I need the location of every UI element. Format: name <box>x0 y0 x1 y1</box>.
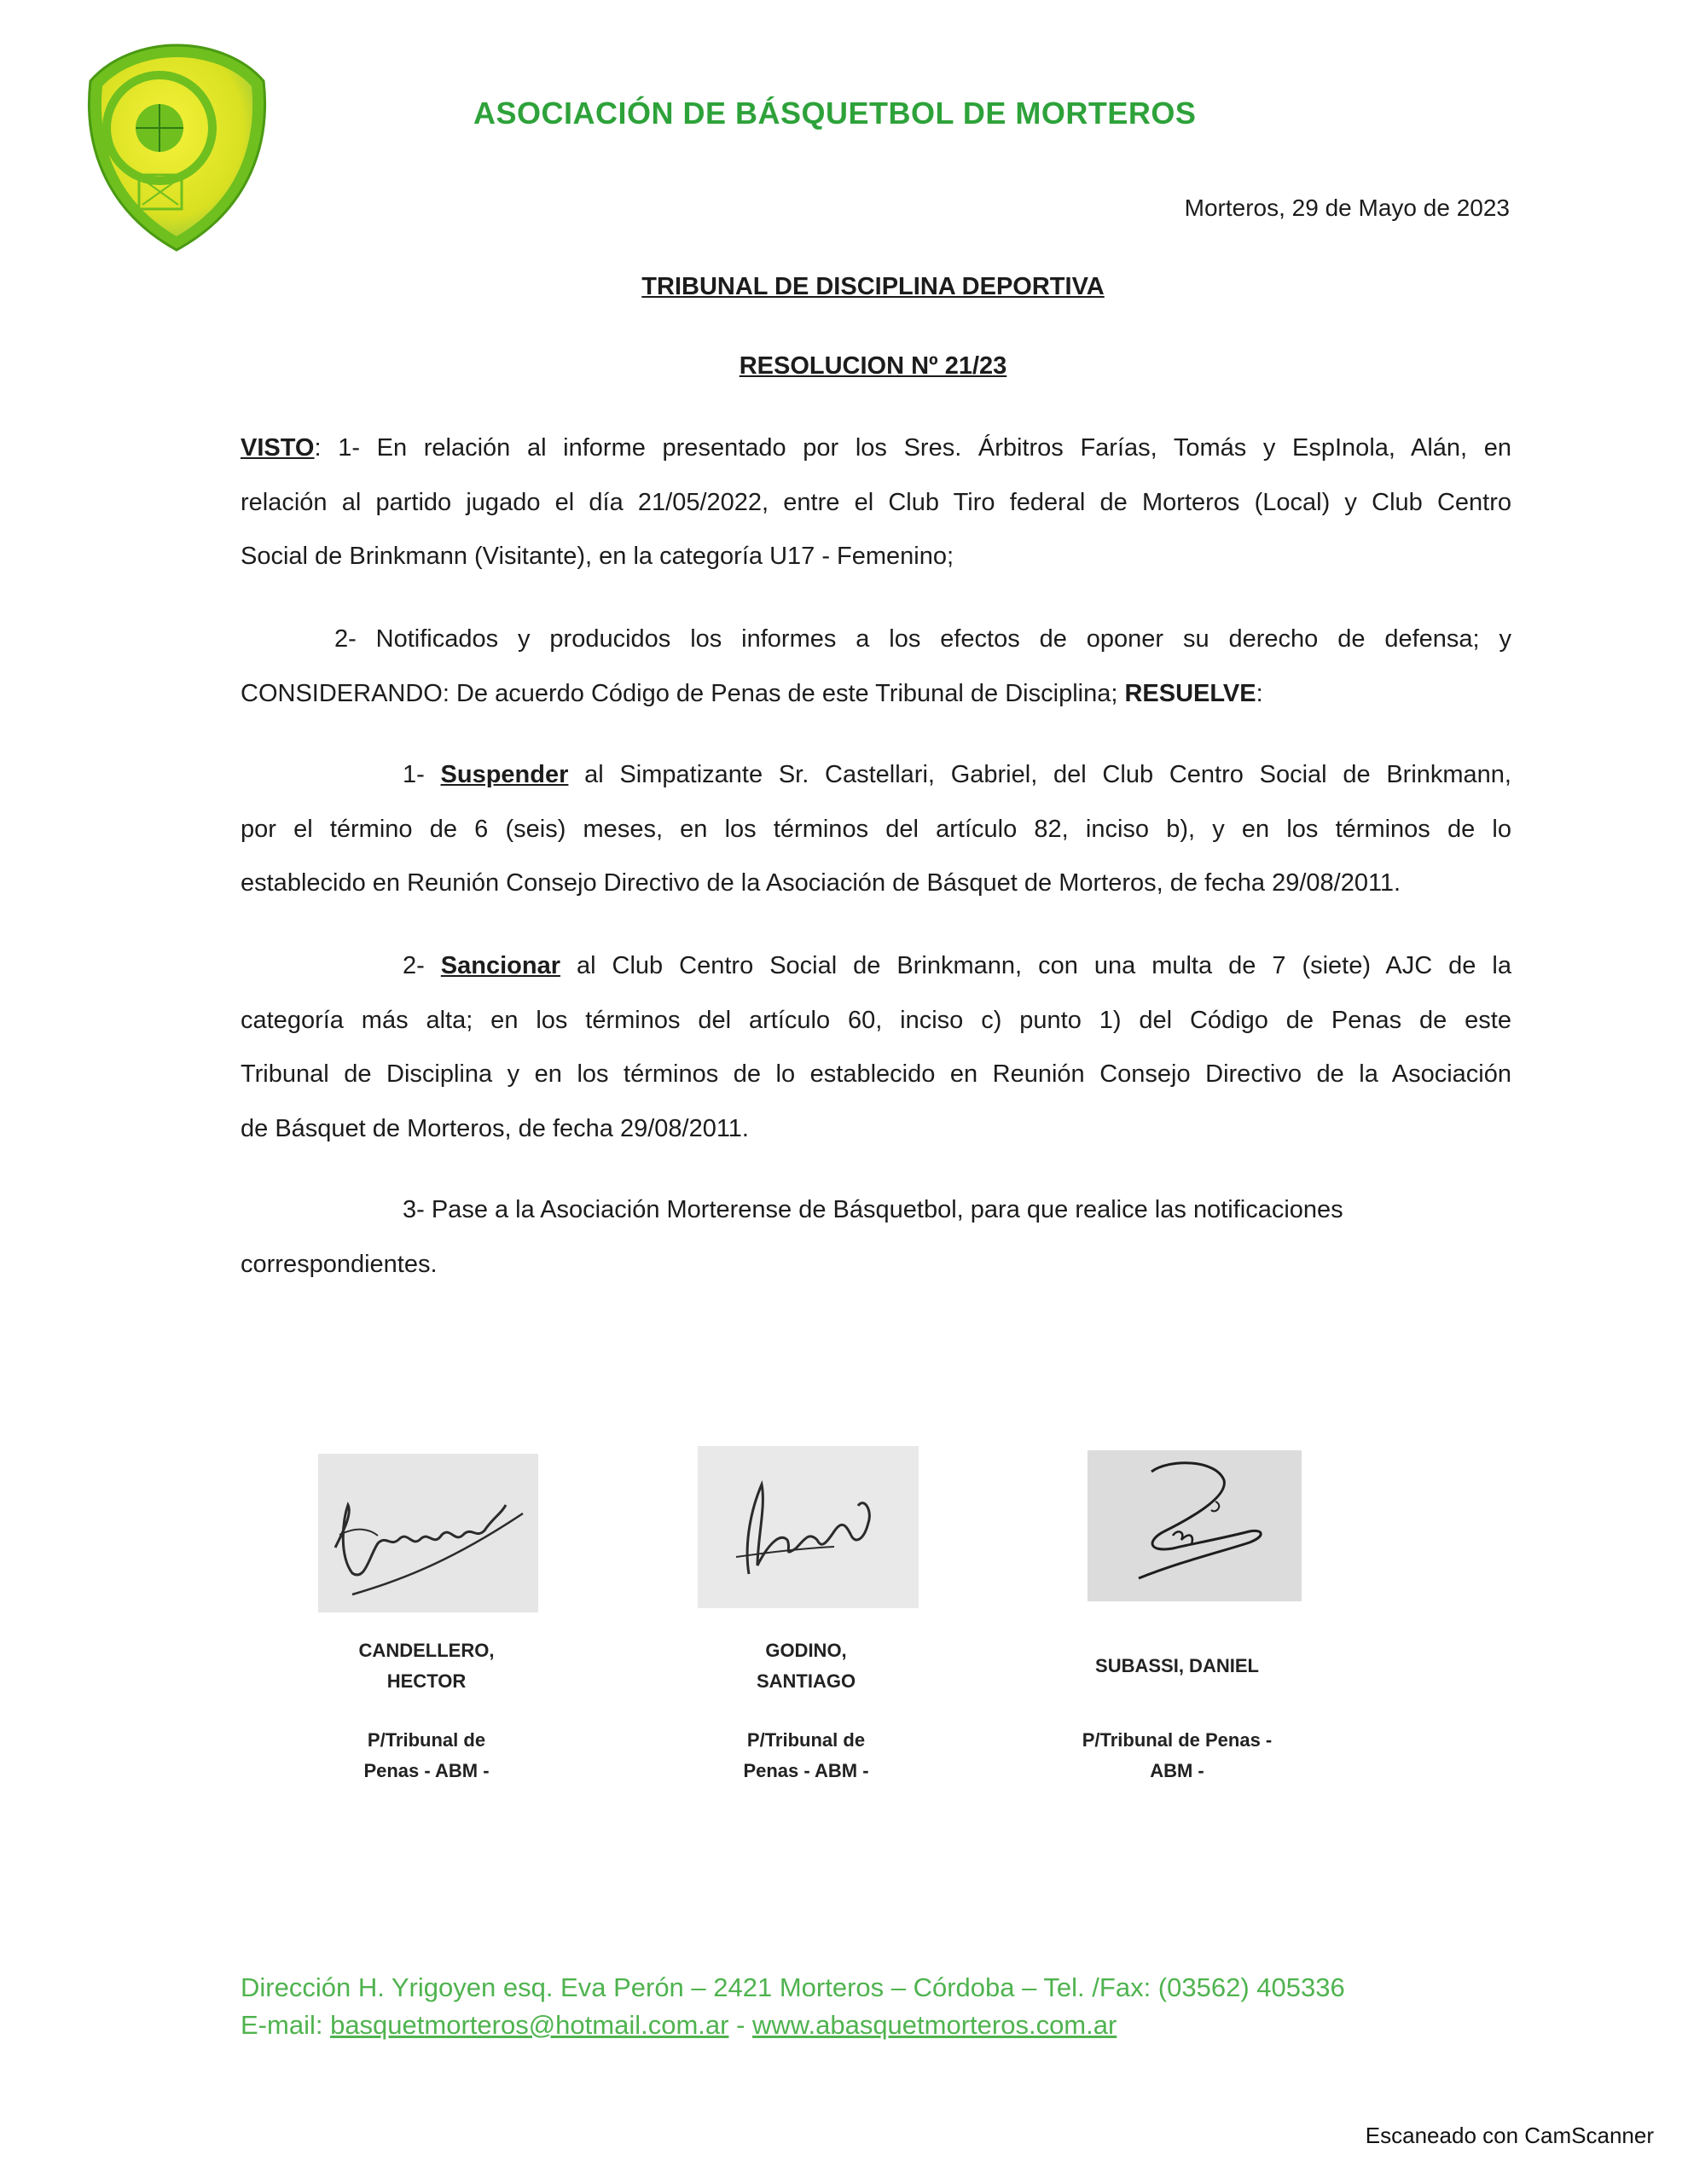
resolve-item-1 <box>241 748 1511 911</box>
website-link[interactable]: www.abasquetmorteros.com.ar <box>752 2010 1117 2040</box>
signatory-name-3 <box>1032 1651 1322 1682</box>
resolve-item-3 <box>241 1183 1511 1292</box>
footer-contact-line <box>241 2007 1345 2044</box>
resolve-2-line-1 <box>241 939 1511 994</box>
resolve-2-line-3: Tribunal de Disciplina y en los términos de lo establecido en Reunión Consejo Directivo de la Asociación <box>241 1060 1511 1088</box>
email-label: E-mail: <box>241 2010 331 2040</box>
signatory-1-role-line-1: P/Tribunal de <box>367 1729 486 1751</box>
considerando-paragraph <box>241 613 1511 721</box>
visto-paragraph <box>241 421 1511 584</box>
resolve-1-line-1 <box>241 748 1511 803</box>
resolve-item-2 <box>241 939 1511 1156</box>
resolve-2-line-2: categoría más alta; en los términos del artículo 60, inciso c) punto 1) del Código de Penas de este <box>241 1006 1511 1034</box>
resolve-1-prefix: 1- <box>403 761 441 788</box>
sanction-keyword: Sancionar <box>440 952 560 979</box>
signature-subassi <box>1088 1450 1302 1601</box>
resolve-1-text-1: al Simpatizante Sr. Castellari, Gabriel, del Club Centro Social de Brinkmann, <box>568 761 1511 788</box>
footer-address: Dirección H. Yrigoyen esq. Eva Perón – 2421 Morteros – Córdoba – Tel. /Fax: (03562) 405336 <box>241 1972 1345 2002</box>
visto-line-3: Social de Brinkmann (Visitante), en la categoría U17 - Femenino; <box>241 543 954 570</box>
signatory-2-role-line-2: Penas - ABM - <box>743 1760 869 1781</box>
footer-contact <box>241 1969 1345 2044</box>
resolve-1-line-3: establecido en Reunión Consejo Directivo de la Asociación de Básquet de Morteros, de fecha 29/08/2011. <box>241 869 1401 897</box>
resolve-3-line-1: 3- Pase a la Asociación Morterense de Básquetbol, para que realice las notificaciones <box>403 1196 1343 1223</box>
signatory-2-surname: GODINO, <box>765 1640 847 1661</box>
signatory-3-fullname: SUBASSI, DANIEL <box>1095 1655 1259 1676</box>
resolve-2-prefix: 2- <box>403 952 441 979</box>
signatory-3-role-line-1: P/Tribunal de Penas - <box>1082 1729 1273 1751</box>
signatory-role-2 <box>674 1725 938 1786</box>
signatory-2-firstname: SANTIAGO <box>756 1670 856 1692</box>
resolve-2-text-1: al Club Centro Social de Brinkmann, con una multa de 7 (siete) AJC de la <box>560 952 1511 979</box>
visto-line-2: relación al partido jugado el día 21/05/2022, entre el Club Tiro federal de Morteros (Local) y Club Centro <box>241 488 1511 516</box>
signatory-3-role-line-2: ABM - <box>1150 1760 1204 1781</box>
signatory-1-firstname: HECTOR <box>386 1670 467 1692</box>
considerando-line-1: 2- Notificados y producidos los informes a los efectos de oponer su derecho de defensa; y <box>334 625 1511 653</box>
scanner-watermark: Escaneado con CamScanner <box>1365 2123 1654 2148</box>
tribunal-heading: TRIBUNAL DE DISCIPLINA DEPORTIVA <box>641 273 1105 300</box>
signatory-role-3 <box>1041 1725 1314 1786</box>
signatory-1-role-line-2: Penas - ABM - <box>363 1760 490 1781</box>
visto-text-1: : 1- En relación al informe presentado por los Sres. Árbitros Farías, Tomás y EspInola, Alán, en <box>314 434 1511 462</box>
association-logo <box>81 38 273 256</box>
considerando-text: CONSIDERANDO: De acuerdo Código de Penas de este Tribunal de Disciplina; <box>241 679 1125 707</box>
signatory-1-surname: CANDELLERO, <box>358 1640 495 1661</box>
resuelve-label: RESUELVE <box>1124 679 1256 707</box>
resolve-3-line-2: correspondientes. <box>241 1250 438 1278</box>
email-link[interactable]: basquetmorteros@hotmail.com.ar <box>330 2010 729 2040</box>
signature-candellero <box>318 1454 538 1612</box>
signatory-name-1 <box>281 1635 571 1697</box>
suspend-keyword: Suspender <box>440 761 569 788</box>
footer-separator: - <box>728 2010 753 2040</box>
resolve-1-line-2: por el término de 6 (seis) meses, en los términos del artículo 82, inciso b), y en los términos de lo <box>241 815 1511 843</box>
visto-label: VISTO <box>241 434 315 462</box>
considerando-colon: : <box>1256 679 1263 707</box>
resolve-2-line-4: de Básquet de Morteros, de fecha 29/08/2011. <box>241 1114 749 1142</box>
signatory-2-role-line-1: P/Tribunal de <box>746 1729 866 1751</box>
signatory-role-1 <box>294 1725 559 1786</box>
organization-title: ASOCIACIÓN DE BÁSQUETBOL DE MORTEROS <box>473 96 1197 131</box>
signatory-name-2 <box>661 1635 951 1697</box>
resolution-number: RESOLUCION Nº 21/23 <box>739 352 1007 380</box>
visto-line-1 <box>241 421 1511 476</box>
document-date: Morteros, 29 de Mayo de 2023 <box>1184 195 1510 221</box>
considerando-line-2 <box>241 667 1511 722</box>
signature-godino <box>698 1446 919 1608</box>
